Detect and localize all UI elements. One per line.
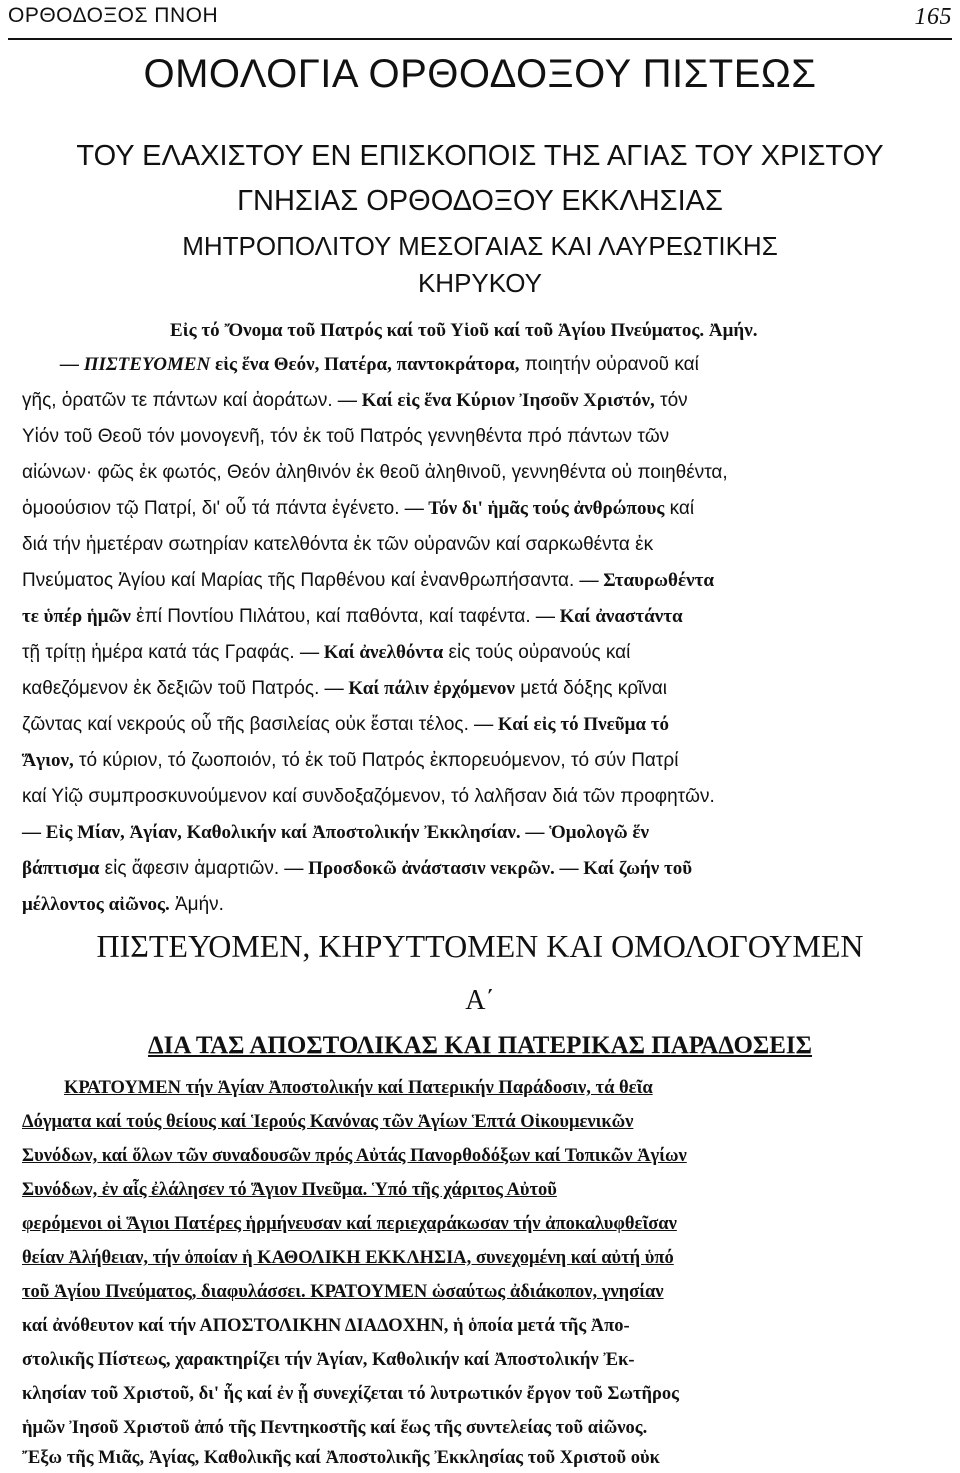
paragraph-line: καί ἀνόθευτον καί τήν ΑΠΟΣΤΟΛΙΚΗΝ ΔΙΑΔΟΧΗΝ, ἡ ὁποία μετά τῆς Ἀπο- [22,1316,630,1336]
creed-text: καθεζόμενον ἐκ δεξιῶν τοῦ Πατρός. [22,678,325,699]
creed-line [22,606,942,628]
creed-text: τε ὑπέρ ἡμῶν [22,606,131,627]
paragraph-line: ΚΡΑΤΟΥΜΕΝ τήν Ἁγίαν Ἀποστολικήν καί Πατερικήν Παράδοσιν, τά θεῖα [64,1078,653,1098]
journal-title: ΟΡΘΟΔΟΞΟΣ ΠΝΟΗ [8,4,219,27]
paragraph-line: Δόγματα καί τούς θείους καί Ἱερούς Κανόνας τῶν Ἁγίων Ἑπτά Οἰκουμενικῶν [22,1112,634,1132]
creed-text: — Καί ζωήν τοῦ [559,858,693,879]
creed-text: μέλλοντος αἰῶνος. [22,894,170,915]
creed-line: Υἱόν τοῦ Θεοῦ τόν μονογενῆ, τόν ἐκ τοῦ Πατρός γεννηθέντα πρό πάντων τῶν [22,426,670,447]
creed-line: αἰώνων· φῶς ἐκ φωτός, Θεόν ἀληθινόν ἐκ θεοῦ ἀληθινοῦ, γεννηθέντα οὐ ποιηθέντα, [22,462,728,483]
creed-text: τόν [654,390,688,411]
creed-text: καί [664,498,695,519]
subtitle-line-2: ΓΝΗΣΙΑΣ ΟΡΘΟΔΟΞΟΥ ΕΚΚΛΗΣΙΑΣ [237,185,723,217]
main-title: ΟΜΟΛΟΓΙΑ ΟΡΘΟΔΟΞΟΥ ΠΙΣΤΕΩΣ [143,52,817,96]
creed-line [22,498,942,520]
creed-text: βάπτισμα [22,858,100,879]
page-number: 165 [914,4,952,30]
paragraph-line: Συνόδων, ἐν αἷς ἐλάλησεν τό Ἅγιον Πνεῦμα. Ὑπό τῆς χάριτος Αὐτοῦ [22,1180,557,1200]
creed-text: — Καί πάλιν ἐρχόμενον [324,678,515,699]
creed-line [22,858,942,880]
creed-text: εἰς ἄφεσιν ἁμαρτιῶν. [99,858,285,879]
paragraph-line: Συνόδων, καί ὅλων τῶν συναδουσῶν πρός Αὐτάς Πανορθοδόξων καί Τοπικῶν Ἁγίων [22,1146,687,1166]
creed-text: — Προσδοκῶ ἀνάστασιν νεκρῶν. [284,858,560,879]
creed-text: εἰς τούς οὐρανούς καί [443,642,631,663]
creed-text: γῆς, ὁρατῶν τε πάντων καί ἀοράτων. [22,390,338,411]
creed-text: — Καί ἀναστάντα [535,606,683,627]
subtitle-line-1: ΤΟΥ ΕΛΑΧΙΣΤΟΥ ΕΝ ΕΠΙΣΚΟΠΟΙΣ ΤΗΣ ΑΓΙΑΣ ΤΟΥ ΧΡΙΣΤΟΥ [76,140,884,172]
creed-text: τῇ τρίτῃ ἡμέρα κατά τάς Γραφάς. [22,642,300,663]
creed-line [22,894,942,916]
subtitle-line-4: ΚΗΡΥΚΟΥ [417,268,543,298]
creed-text: ὁμοούσιον τῷ Πατρί, δι' οὗ τά πάντα ἐγένετο. [22,498,405,519]
creed-text: ζῶντας καί νεκρούς οὗ τῆς βασιλείας οὐκ ἔσται τέλος. [22,714,475,735]
paragraph-line: κλησίαν τοῦ Χριστοῦ, δι' ἧς καί ἐν ᾗ συνεχίζεται τό λυτρωτικόν ἔργον τοῦ Σωτῆρος [22,1384,679,1404]
creed-line [22,822,942,844]
creed-text: — Ὁμολογῶ ἕν [525,822,649,843]
paragraph-line: θείαν Ἀλήθειαν, τήν ὁποίαν ἡ ΚΑΘΟΛΙΚΗ ΕΚΚΛΗΣΙΑ, συνεχομένη καί αὐτή ὑπό [22,1248,674,1268]
creed-text: Πνεύματος Ἁγίου καί Μαρίας τῆς Παρθένου καί ἐνανθρωπήσαντα. [22,570,580,591]
creed-line: διά τήν ἡμετέραν σωτηρίαν κατελθόντα ἐκ τῶν οὐρανῶν καί σαρκωθέντα ἐκ [22,534,654,555]
header-rule [8,38,952,40]
paragraph-line: Ἔξω τῆς Μιᾶς, Ἁγίας, Καθολικῆς καί Ἀποστολικῆς Ἐκκλησίας τοῦ Χριστοῦ οὐκ [22,1448,660,1468]
creed-text: — Σταυρωθέντα [579,570,714,591]
creed-text: — Εἰς Μίαν, Ἁγίαν, Καθολικήν καί Ἀποστολικήν Ἐκκλησίαν. [22,822,526,843]
running-head [8,4,952,34]
creed-line [22,642,942,664]
subtitle-line-3: ΜΗΤΡΟΠΟΛΙΤΟΥ ΜΕΣΟΓΑΙΑΣ ΚΑΙ ΛΑΥΡΕΩΤΙΚΗΣ [182,231,778,261]
creed-text: τό κύριον, τό ζωοποιόν, τό ἐκ τοῦ Πατρός ἐκπορευόμενον, τό σύν Πατρί [73,750,679,771]
paragraph-line: φερόμενοι οἱ Ἅγιοι Πατέρες ἡρμήνευσαν καί περιεχαράκωσαν τήν ἀποκαλυφθεῖσαν [22,1214,677,1234]
creed-text: — Καί εἰς ἕνα Κύριον Ἰησοῦν Χριστόν, [337,390,655,411]
section-letter: Α΄ [465,985,495,1016]
paragraph-line: ἡμῶν Ἰησοῦ Χριστοῦ ἀπό τῆς Πεντηκοστῆς καί ἕως τῆς συντελείας τοῦ αἰῶνος. [22,1418,648,1438]
creed-line [22,678,942,700]
creed-line [170,320,930,342]
paragraph-line: τοῦ Ἁγίου Πνεύματος, διαφυλάσσει. ΚΡΑΤΟΥΜΕΝ ὡσαύτως ἀδιάκοπον, γνησίαν [22,1282,664,1302]
creed-line: καί Υἱῷ συμπροσκυνούμενον καί συνδοξαζόμενον, τό λαλῆσαν διά τῶν προφητῶν. [22,786,715,807]
creed-text: Ἅγιον, [22,750,74,771]
section-heading: ΠΙΣΤΕΥΟΜΕΝ, ΚΗΡΥΤΤΟΜΕΝ ΚΑΙ ΟΜΟΛΟΓΟΥΜΕΝ [96,928,864,964]
creed-text: ποιητήν οὐρανοῦ καί [519,354,699,375]
creed-text: μετά δόξης κρῖναι [514,678,668,699]
creed-text: Ἀμήν. [169,894,224,915]
creed-line [22,714,942,736]
creed-keyword: — ΠΙΣΤΕΥΟΜΕΝ [60,354,211,375]
creed-text: ἐπί Ποντίου Πιλάτου, καί παθόντα, καί ταφέντα. [130,606,536,627]
creed-text: εἰς ἕνα Θεόν, Πατέρα, παντοκράτορα, [210,354,520,375]
creed-text: — Τόν δι' ἡμᾶς τούς ἀνθρώπους [404,498,665,519]
invocation-text: Εἰς τό Ὄνομα τοῦ Πατρός καί τοῦ Υἱοῦ καί τοῦ Ἁγίου Πνεύματος. Ἀμήν. [170,320,758,341]
creed-text: — Καί ἀνελθόντα [299,642,444,663]
creed-line [22,750,942,772]
section-subheading: ΔΙΑ ΤΑΣ ΑΠΟΣΤΟΛΙΚΑΣ ΚΑΙ ΠΑΤΕΡΙΚΑΣ ΠΑΡΑΔΟΣΕΙΣ [147,1032,813,1059]
creed-text: — Καί εἰς τό Πνεῦμα τό [474,714,669,735]
creed-line [22,390,942,412]
creed-line [22,570,942,592]
creed-line [60,354,940,376]
paragraph-line: στολικῆς Πίστεως, χαρακτηρίζει τήν Ἁγίαν, Καθολικήν καί Ἀποστολικήν Ἐκ- [22,1350,635,1370]
